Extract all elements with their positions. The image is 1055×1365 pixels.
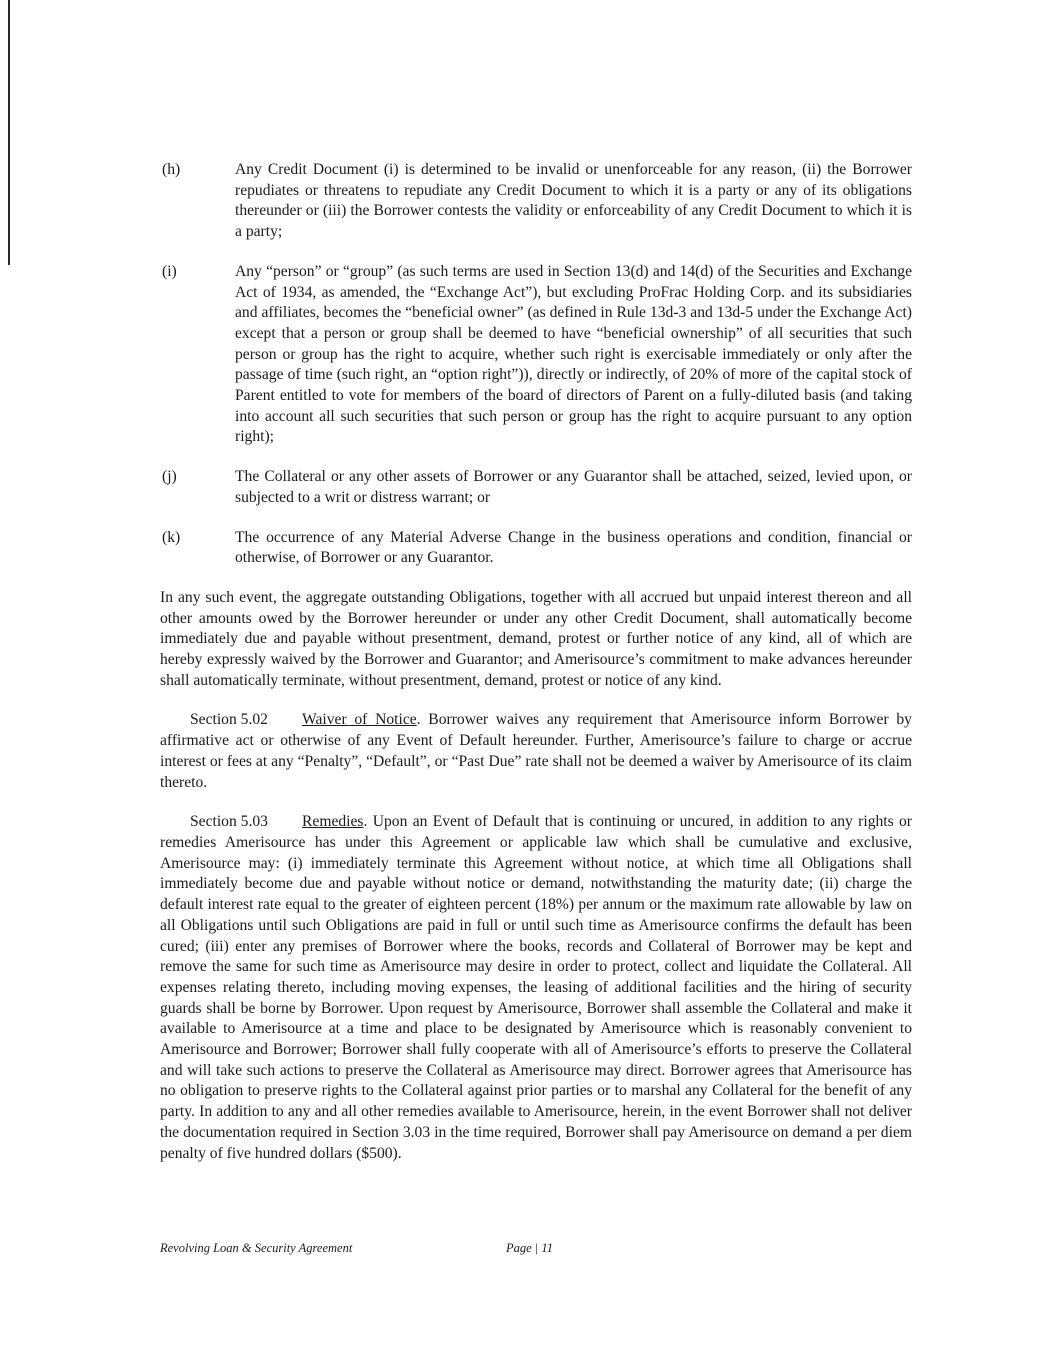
section-title: Remedies [302,813,364,831]
section-5-02 [160,710,912,793]
section-body: . Upon an Event of Default that is continuing or uncured, in addition to any rights or remedies Amerisource has under this Agreement or applicable law which shall be cumulative and exclusive, Amerisource may: (i) immediately terminate this Agreement without notice, at which time all Obligations shall immediately become due and payable without notice or demand, notwithstanding the maturity date; (ii) charge the default interest rate equal to the greater of eighteen percent (18%) per annum or the maximum rate allowable by law on all Obligations until such Obligations are paid in full or until such time as Amerisource confirms the default has been cured; (iii) enter any premises of Borrower where the books, records and Collateral of Borrower may be kept and remove the same for such time as Amerisource may desire in order to protect, collect and liquidate the Collateral. All expenses relating thereto, including moving expenses, the leasing of additional facilities and the hiring of security guards shall be borne by Borrower. Upon request by Amerisource, Borrower shall assemble the Collateral and make it available to Amerisource at a time and place to be designated by Amerisource which is reasonably convenient to Amerisource and Borrower; Borrower shall fully cooperate with all of Amerisource’s efforts to preserve the Collateral and will take such actions to preserve the Collateral as Amerisource may direct. Borrower agrees that Amerisource has no obligation to preserve rights to the Collateral against prior parties or to marshal any Collateral for the benefit of any party. In addition to any and all other remedies available to Amerisource, herein, in the event Borrower shall not deliver the documentation required in Section 3.03 in the time required, Borrower shall pay Amerisource on demand a per diem penalty of five hundred dollars ($500). [160,813,912,1162]
list-item-j [160,467,912,508]
item-label: (k) [162,528,181,546]
item-label: (h) [162,161,181,178]
document-page [160,160,912,1183]
section-body: . Borrower waives any requirement that Amerisource inform Borrower by affirmative act or otherwise of any Event of Default hereunder. Further, Amerisource’s failure to charge or accrue interest or fees at any “Penalty”, “Default”, or “Past Due” rate shall not be deemed a waiver by Amerisource of its claim thereto. [160,711,912,791]
item-text: The occurrence of any Material Adverse Change in the business operations and condition, financial or otherwise, of Borrower or any Guarantor. [235,528,912,567]
item-text: Any “person” or “group” (as such terms are used in Section 13(d) and 14(d) of the Securities and Exchange Act of 1934, as amended, the “Exchange Act”), but excluding ProFrac Holding Corp. and its subsidiaries and affiliates, becomes the “beneficial owner” (as defined in Rule 13d-3 and 13d-5 under the Exchange Act) except that a person or group shall be deemed to have “beneficial ownership” of all securities that such person or group has the right to acquire, whether such right is exercisable immediately or only after the passage of time (such right, an “option right”)), directly or indirectly, of 20% of more of the capital stock of Parent entitled to vote for members of the board of directors of Parent on a fully-diluted basis (and taking into account all such securities that such person or group has the right to acquire pursuant to any option right); [235,262,912,446]
list-item-i [160,262,912,448]
item-text: Any Credit Document (i) is determined to be invalid or unenforceable for any reason, (ii) the Borrower repudiates or threatens to repudiate any Credit Document to which it is a party or any of its obligations thereunder or (iii) the Borrower contests the validity or enforceability of any Credit Document to which it is a party; [235,161,912,241]
section-title: Waiver of Notice [302,711,417,729]
item-label: (j) [162,468,177,486]
item-text: The Collateral or any other assets of Borrower or any Guarantor shall be attached, seized, levied upon, or subjected to a writ or distress warrant; or [235,468,912,506]
footer-title: Revolving Loan & Security Agreement [160,1241,353,1255]
page-number: Page | 11 [506,1241,553,1255]
list-item-h [160,160,912,243]
scan-edge-line [8,0,10,265]
section-5-03 [160,812,912,1164]
item-label: (i) [162,262,177,280]
list-item-k [160,528,912,569]
event-paragraph: In any such event, the aggregate outstanding Obligations, together with all accrued but unpaid interest thereon and all other amounts owed by the Borrower hereunder or under any other Credit Document, shall automatically become immediately due and payable without presentment, demand, protest or further notice of any kind, all of which are hereby expressly waived by the Borrower and Guarantor; and Amerisource’s commitment to make advances hereunder shall automatically terminate, without presentment, demand, protest or notice of any kind. [160,588,912,689]
section-number: Section 5.02 [190,711,268,729]
section-number: Section 5.03 [190,813,268,831]
